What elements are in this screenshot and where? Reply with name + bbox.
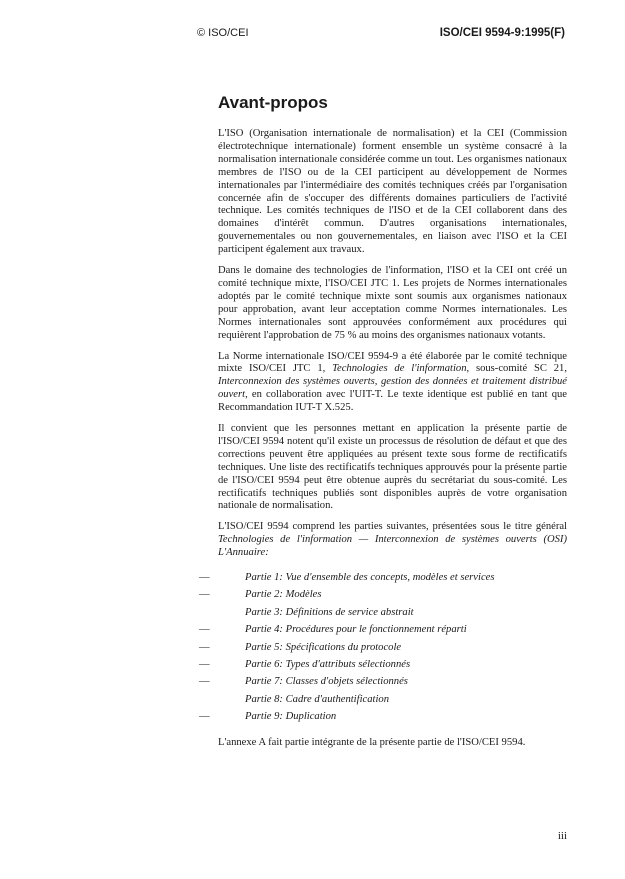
list-item	[199, 676, 567, 693]
paragraph-organisations: L'ISO (Organisation internationale de normalisation) et la CEI (Commission électrotechnique internationale) forment ensemble un système consacré à la normalisation internationale considérée comme un tout. Les organismes nationaux membres de l'ISO ou de la CEI participent au développement de Normes internationales par l'intermédiaire des comités techniques créés par l'organisation concernée afin de s'occuper des différents domaines particuliers de l'activité technique. Les comités techniques de l'ISO et de la CEI collaborent dans des domaines d'intérêt commun. D'autres organisations internationales, gouvernementales ou non gouvernementales, en liaison avec l'ISO et la CEI participent également aux travaux.	[218, 128, 568, 256]
list-item-label: Partie 8: Cadre d'authentification	[245, 693, 389, 705]
text-run: L'ISO/CEI 9594 comprend les parties suivantes, présentées sous le titre général	[218, 521, 567, 533]
list-item-label: Partie 6: Types d'attributs sélectionnés	[245, 659, 411, 671]
dash-bullet: —	[199, 659, 210, 671]
list-item-label: Partie 2: Modèles	[245, 589, 322, 601]
list-item	[218, 694, 567, 711]
list-item-label: Partie 4: Procédures pour le fonctionnement réparti	[245, 624, 467, 636]
list-item	[199, 624, 567, 641]
list-item-label: Partie 3: Définitions de service abstrait	[245, 606, 414, 618]
paragraph-elaboration	[218, 351, 567, 416]
paragraph-annex: L'annexe A fait partie intégrante de la présente partie de l'ISO/CEI 9594.	[218, 736, 526, 748]
header-standard-number: ISO/CEI 9594-9:1995(F)	[439, 27, 565, 39]
paragraph-jtc1: Dans le domaine des technologies de l'information, l'ISO et la CEI ont créé un comité technique mixte, l'ISO/CEI JTC 1. Les projets de Normes internationales adoptés par le comité technique mixte sont soumis aux organismes nationaux pour approbation, avant leur acceptation comme Normes internationales. Les Normes internationales sont approuvées conformément aux procédures qui requièrent l'approbation de 75 % au moins des organismes nationaux votants.	[218, 265, 567, 341]
list-item	[199, 711, 567, 728]
list-item	[199, 641, 567, 659]
list-item	[199, 589, 567, 606]
text-run-italic: Interconnexion des systèmes ouverts, gestion des données et traitement distribué ouvert	[218, 376, 567, 401]
list-item	[199, 572, 567, 589]
dash-bullet: —	[199, 589, 210, 601]
list-item-label: Partie 7: Classes d'objets sélectionnés	[245, 676, 408, 688]
page-number: iii	[557, 830, 567, 842]
list-item	[199, 659, 567, 676]
text-run: , en collaboration avec l'UIT-T. Le texte identique est publié en tant que Recommandation IUT-T X.525.	[218, 389, 567, 414]
parts-list	[199, 572, 567, 729]
dash-bullet: —	[199, 676, 210, 688]
text-run-italic: Technologies de l'information — Interconnexion de systèmes ouverts (OSI) L'Annuaire:	[218, 534, 567, 559]
page-title: Avant-propos	[218, 93, 328, 112]
list-item-label: Partie 9: Duplication	[245, 711, 337, 723]
text-run: La Norme internationale ISO/CEI 9594-9 a été élaborée par le comité technique mixte ISO/CEI JTC 1,	[218, 350, 567, 375]
paragraph-parts-intro	[218, 521, 567, 560]
foreword-body	[199, 128, 568, 758]
text-run: , sous-comité SC 21,	[466, 363, 567, 375]
list-item-label: Partie 1: Vue d'ensemble des concepts, modèles et services	[245, 572, 495, 584]
list-item-label: Partie 5: Spécifications du protocole	[245, 641, 402, 653]
text-run-italic: Technologies de l'information	[332, 363, 467, 375]
dash-bullet: —	[199, 641, 210, 653]
header-copyright: © ISO/CEI	[197, 27, 249, 39]
dash-bullet: —	[199, 572, 210, 584]
dash-bullet: —	[199, 624, 210, 636]
list-item	[218, 607, 567, 624]
paragraph-corrections: Il convient que les personnes mettant en application la présente partie de l'ISO/CEI 9594 notent qu'il existe un processus de résolution de défaut et que des corrections peuvent être appliquées au présent texte sous forme de rectificatifs techniques. Une liste des rectificatifs techniques approuvés pour la présente partie de l'ISO/CEI 9594 peut être obtenue auprès du secrétariat du sous-comité. Les rectificatifs techniques publiés sont disponibles auprès de votre organisation nationale de normalisation.	[218, 423, 567, 512]
dash-bullet: —	[199, 711, 210, 723]
